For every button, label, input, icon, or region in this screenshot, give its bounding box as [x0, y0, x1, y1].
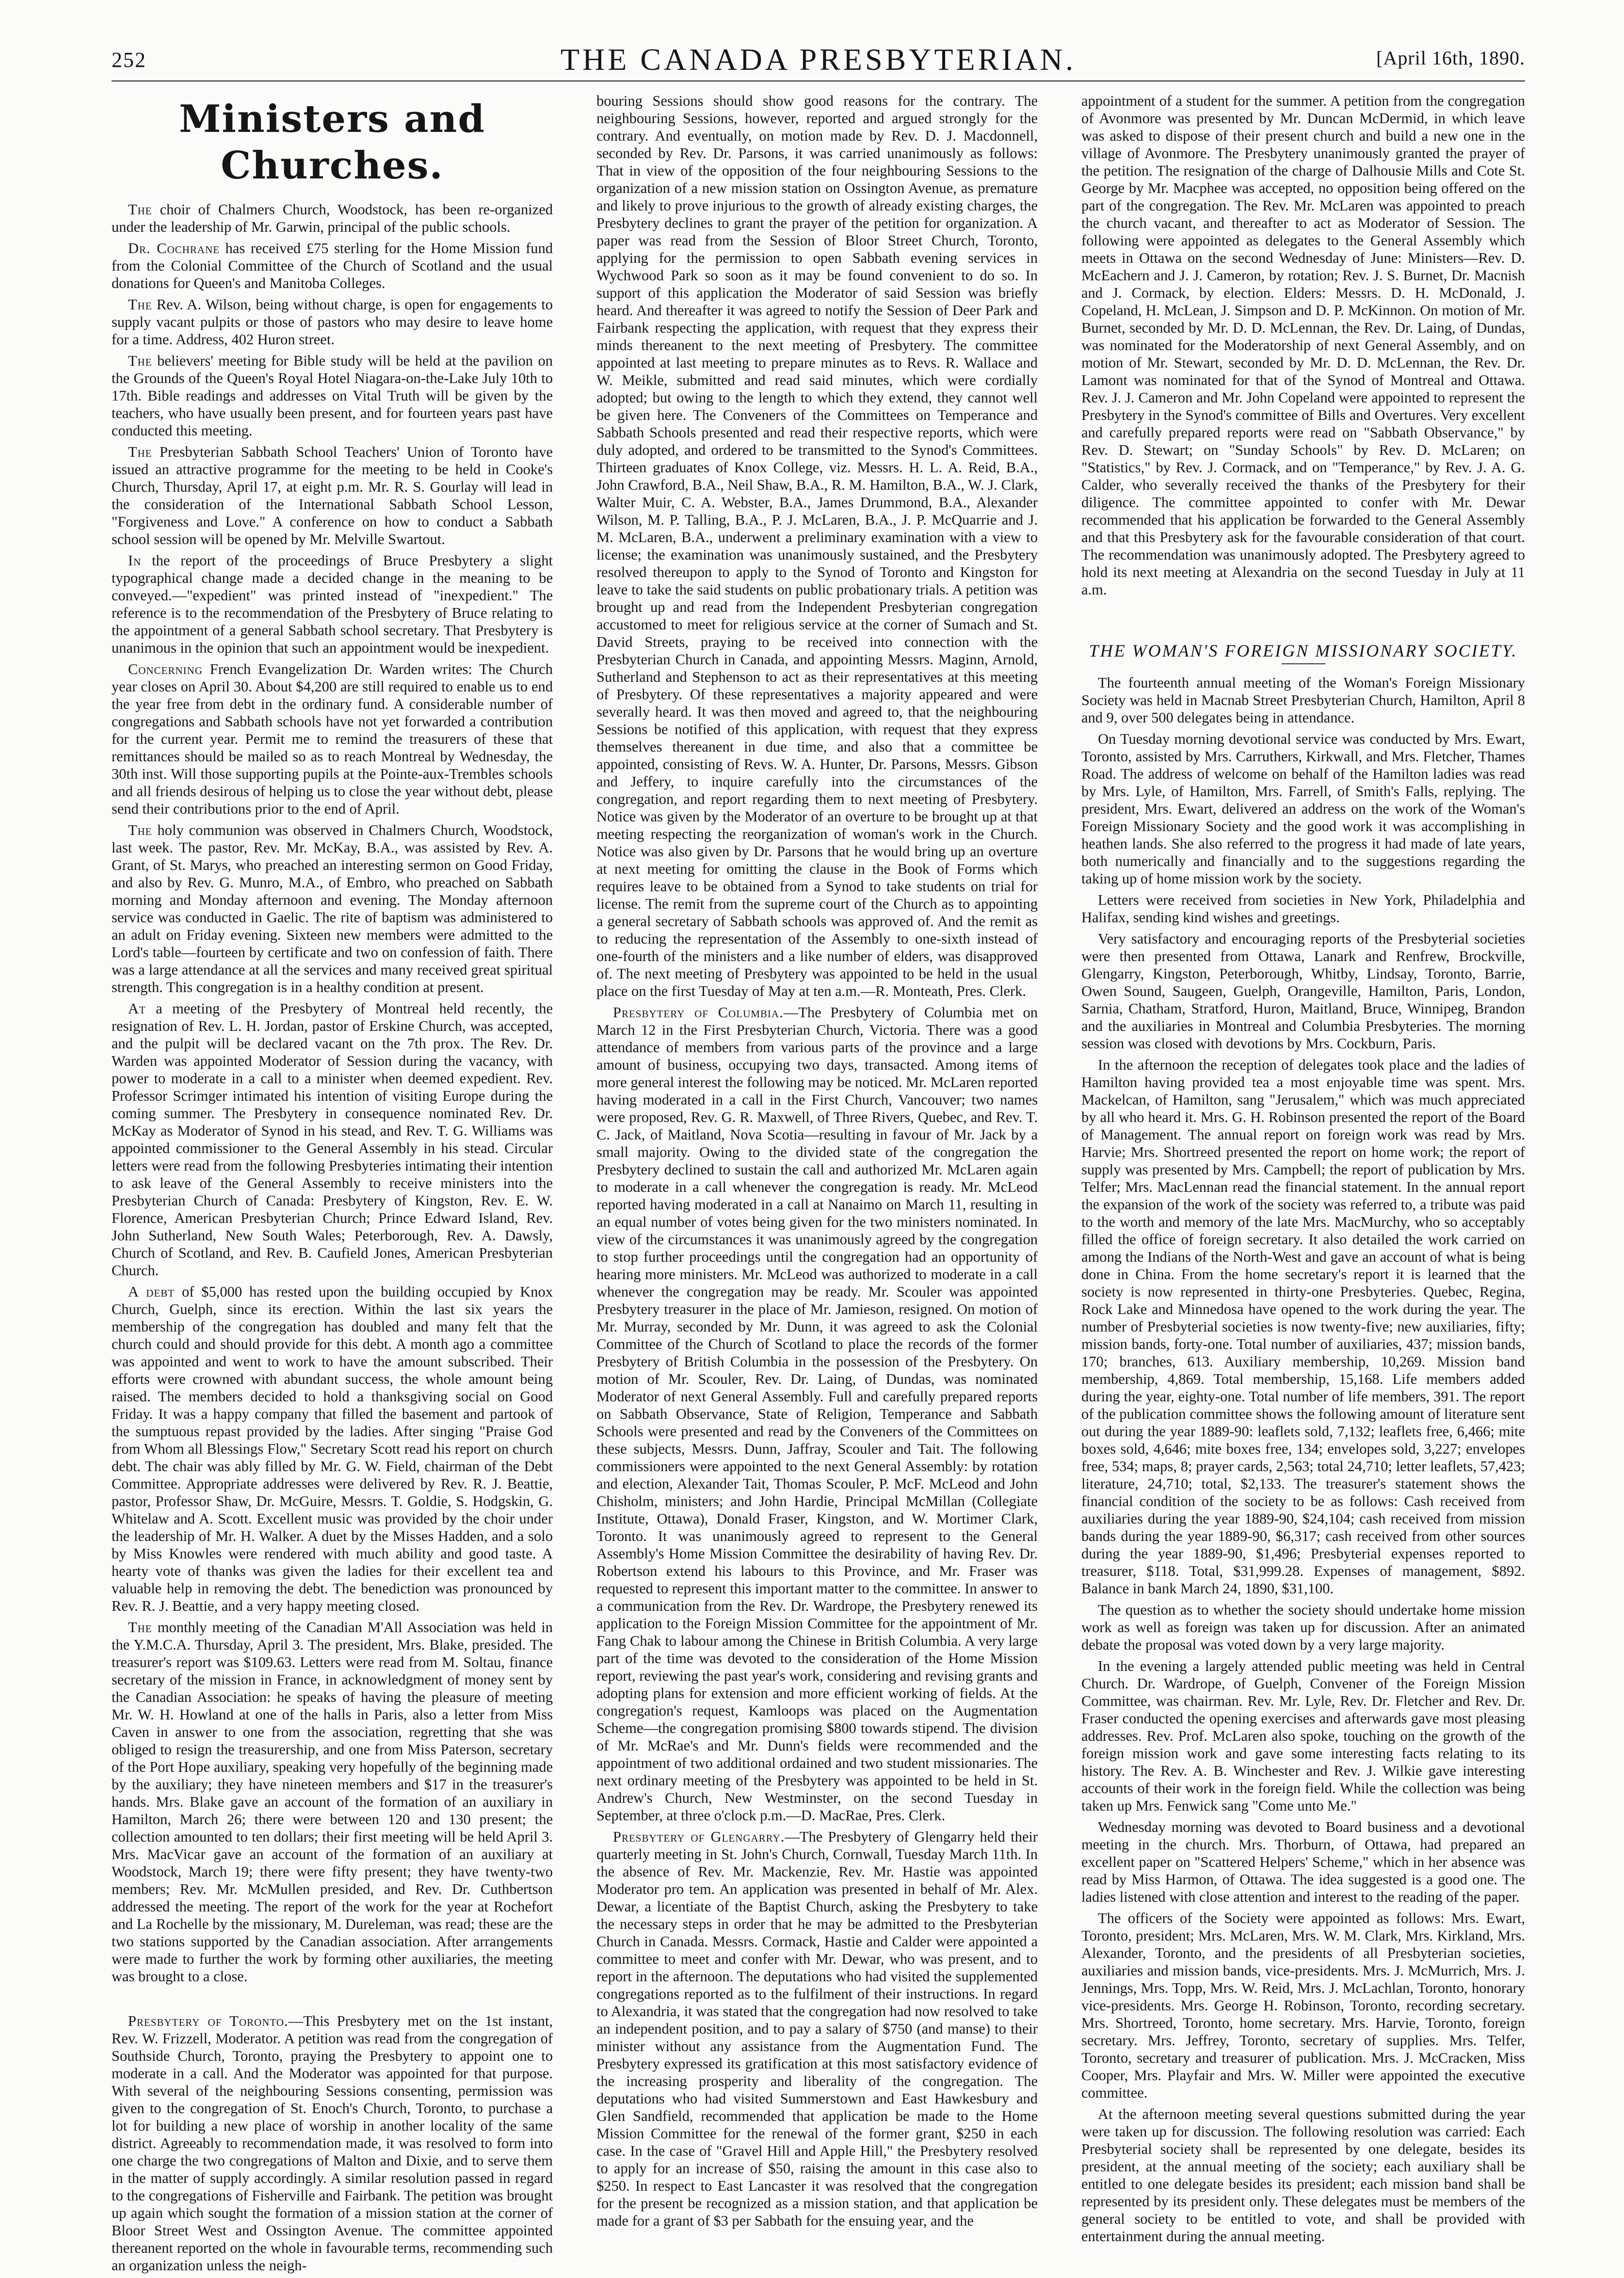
page-number: 252 — [112, 48, 146, 72]
item-text: Wednesday morning was devoted to Board business and a devotional meeting in the church. Mrs. Thorburn, of Ottawa, had prepared an excellent paper on "Scattered Helpers' Scheme," which in her absence was read by Miss Harmon, of Ottawa. The idea suggested is a good one. The ladies listened with close attention and interest to the reading of the paper. — [1081, 1819, 1525, 1905]
masthead: THE CANADA PRESBYTERIAN. — [560, 42, 1077, 77]
section-title: Ministers and Churches. — [179, 97, 485, 188]
item-lead: The — [128, 353, 152, 369]
news-item — [1081, 674, 1525, 726]
spacer — [112, 1989, 553, 2012]
news-item — [112, 296, 553, 348]
item-text: appointment of a student for the summer. A petition from the congregation of Avonmore was presented by Mr. Duncan McDermid, in which leave was asked to dispose of their present church and build a new one in the village of Avonmore. The Presbytery unanimously granted the prayer of the petition. The resignation of the charge of Dalhousie Mills and Cote St. George by Mr. Macphee was accepted, no opposition being offered on the part of the congregation. The Rev. Mr. McLaren was appointed to preach the church vacant, and thereafter to act as Moderator of Session. The following were appointed as delegates to the General Assembly which meets in Ottawa on the second Wednesday of June: Ministers—Rev. D. McEachern and J. J. Cameron, by rotation; Rev. J. S. Burnet, Dr. Macnish and J. Cormack, by election. Elders: Messrs. D. H. McDonald, J. Copeland, H. McLean, J. Simpson and D. P. McKinnon. On motion of Mr. Burnet, seconded by Mr. D. D. McLennan, the Rev. Dr. Laing, of Dundas, was nominated for the Moderatorship of next General Assembly, and on motion of Mr. Stewart, seconded by Mr. D. D. McLennan, the Rev. Dr. Lamont was nominated for that of the Synod of Montreal and Ottawa. Rev. J. J. Cameron and Mr. John Copeland were appointed to represent the Presbytery in the Synod's committee of Bills and Overtures. Very excellent and carefully prepared reports were read on "Sabbath Observance," by Rev. D. Stewart; on "Sunday Schools" by Rev. D. McLaren; on "Statistics," by Rev. J. Cormack, and on "Temperance," by Rev. J. A. G. Calder, who severally received the thanks of the Presbytery for their diligence. The committee appointed to confer with Mr. Dewar recommended that his application be forwarded to the General Assembly and that this Presbytery ask for the favourable consideration of that court. The recommendation was unanimously adopted. The Presbytery agreed to hold its next meeting at Alexandria on the second Tuesday in July at 11 a.m. — [1081, 93, 1525, 598]
item-text: French Evangelization Dr. Warden writes: The Church year closes on April 30. About $4,200 are still required to enable us to end the year free from debt in the ordinary fund. A considerable number of congregations and Sabbath schools have not yet forwarded a contribution for the current year. Permit me to remind the treasurers of these that remittances should be mailed so as to reach Montreal by Wednesday, the 30th inst. Will those supporting pupils at the Pointe-aux-Trembles schools and all friends desirous of helping us to close the year without debt, please send their contributions prior to the end of April. — [112, 661, 553, 817]
item-text: holy communion was observed in Chalmers Church, Woodstock, last week. The pastor, Rev. Mr. McKay, B.A., was assisted by Rev. A. Grant, of St. Marys, who preached an interesting sermon on Good Friday, and also by Rev. G. Munro, M.A., of Embro, who preached on Sabbath morning and Monday afternoon and evening. The Monday afternoon service was conducted in Gaelic. The rite of baptism was administered to an adult on Friday evening. Sixteen new members were admitted to the Lord's table—fourteen by certificate and two on confession of faith. There was a large attendance at all the services and many received great spiritual strength. This congregation is in a healthy condition at present. — [112, 822, 553, 995]
news-item — [112, 1000, 553, 1279]
item-lead: The — [128, 444, 152, 460]
item-lead: In — [128, 552, 142, 569]
column-2 — [596, 92, 1038, 2233]
item-text: The question as to whether the society should undertake home mission work as well as foreign was taken up for discussion. After an animated debate the proposal was voted down by a very large majority. — [1081, 1602, 1525, 1653]
item-text: of $5,000 has rested upon the building occupied by Knox Church, Guelph, since its erection. Within the last six years the membership of the congregation has doubled and many felt that the church could and should provide for this debt. A month ago a committee was appointed and went to work to have the amount subscribed. Their efforts were crowned with abundant success, the whole amount being raised. The members decided to hold a thanksgiving social on Good Friday. It was a happy company that filled the basement and partook of the sumptuous repast provided by the ladies. After singing "Praise God from Whom all Blessings Flow," Secretary Scott read his report on church debt. The chair was ably filled by Mr. G. W. Field, chairman of the Debt Committee. Appropriate addresses were delivered by Rev. R. J. Beattie, pastor, Professor Shaw, Dr. McGuire, Messrs. T. Goldie, S. Hodgskin, G. Whitelaw and A. Scott. Excellent music was provided by the choir under the leadership of Mr. H. Walker. A duet by the Misses Hadden, and a solo by Miss Knowles were rendered with much ability and good taste. A hearty vote of thanks was given the ladies for their excellent tea and valuable help in removing the debt. The benediction was pronounced by Rev. R. J. Beattie, and a very happy meeting closed. — [112, 1283, 553, 1614]
news-item — [112, 552, 553, 657]
item-text: bouring Sessions should show good reasons for the contrary. The neighbouring Sessions, however, reported and argued strongly for the contrary. And eventually, on motion made by Rev. D. J. Macdonnell, seconded by Rev. Dr. Parsons, it was carried unanimously as follows: That in view of the opposition of the four neighbouring Sessions to the organization of a new mission station on Ossington Avenue, as premature and likely to prove injurious to the growth of already existing charges, the Presbytery declines to grant the prayer of the petition for organization. A paper was read from the Session of Bloor Street Church, Toronto, applying for the permission to open Sabbath evening services in Wychwood Park so soon as it may be found convenient to do so. In support of this application the Moderator of said Session was briefly heard. And thereafter it was agreed to notify the Session of Deer Park and Fairbank respecting the application, with request that they express their minds thereanent to the next meeting of Presbytery. The committee appointed at last meeting to prepare minutes as to Revs. R. Wallace and W. Meikle, submitted and read said minutes, which were cordially adopted; but owing to the length to which they extend, they cannot well be given here. The Conveners of the Committees on Temperance and Sabbath Schools presented and read their respective reports, which were duly adopted, and ordered to be transmitted to the Synod's Committees. Thirteen graduates of Knox College, viz. Messrs. H. L. A. Reid, B.A., John Crawford, B.A., Neil Shaw, B.A., R. M. Hamilton, B.A., W. J. Clark, Walter Muir, C. A. Webster, B.A., James Drummond, B.A., Alexander Wilson, M. P. Talling, B.A., P. J. McLaren, B.A., J. P. McQuarrie and J. M. McLaren, B.A., underwent a preliminary examination with a view to license; the examination was unanimously sustained, and the Presbytery resolved thereupon to apply to the Synod of Toronto and Kingston for leave to take the said students on public probationary trials. A petition was brought up and read from the Independent Presbyterian congregation accustomed to meet for religious service at the corner of Sumach and St. David Streets, praying to be received into connection with the Presbyterian Church in Canada, and appointing Messrs. Maginn, Arnold, Sutherland and Stephenson to act as their representatives at this meeting of Presbytery. Of these representatives a majority appeared and were severally heard. It was then moved and agreed to, that the neighbouring Sessions be notified of this application, with request that they express themselves thereanent in due time, and also that a committee be appointed, consisting of Revs. W. A. Hunter, Dr. Parsons, Messrs. Gibson and Jeffery, to inquire carefully into the circumstances of the congregation, and report regarding them to next meeting of Presbytery. Notice was given by the Moderator of an overture to be brought up at that meeting respecting the reorganization of woman's work in the Church. Notice was also given by Dr. Parsons that he would bring up an overture at next meeting for omitting the clause in the Book of Forms which requires leave to be obtained from a Synod to take students on trial for license. The remit from the supreme court of the Church as to appointing a general secretary of Sabbath schools was approved of. And the remit as to reducing the representation of the Assembly to one-sixth instead of one-fourth of the ministers and a like number of elders, was disapproved of. The next meeting of Presbytery was appointed to be held in the usual place on the first Tuesday of May at ten a.m.—R. Monteath, Pres. Clerk. — [596, 93, 1038, 999]
news-item — [596, 1828, 1038, 2230]
page-header — [112, 34, 1525, 75]
news-item — [112, 240, 553, 292]
item-lead: Dr. Cochrane — [128, 240, 220, 257]
news-item — [112, 201, 553, 236]
news-item — [1081, 2105, 1525, 2245]
column-3 — [1081, 92, 1525, 2249]
news-item — [1081, 1909, 1525, 2102]
item-text: monthly meeting of the Canadian M'All Association was held in the Y.M.C.A. Thursday, April 3. The president, Mrs. Blake, presided. The treasurer's report was $109.63. Letters were read from M. Soltau, finance secretary of the mission in France, in acknowledgment of money sent by the Canadian Association: he speaks of having the pleasure of meeting Mr. W. H. Howland at one of the halls in Paris, also a letter from Miss Caven in answer to one from the association, regretting that she was obliged to resign the treasurership, and one from Miss Paterson, secretary of the Port Hope auxiliary, speaking very hopefully of the beginning made by the auxiliary; they have nineteen members and $17 in the treasurer's hands. Mrs. Blake gave an account of the formation of an auxiliary in Hamilton, March 26; there were between 120 and 130 present; the collection amounted to ten dollars; their first meeting will be held April 3. Mrs. MacVicar gave an account of the formation of an auxiliary at Woodstock, March 19; there were fifty present; they have twenty-two members; Rev. Mr. McMullen presided, and Rev. Dr. Cuthbertson addressed the meeting. The report of the work for the year at Rochefort and La Rochelle by the missionary, M. Dureleman, was read; these are the two stations supported by the Canadian association. After arrangements were made to further the work by forming other auxiliaries, the meeting was brought to a close. — [112, 1619, 553, 1985]
news-item — [1081, 891, 1525, 926]
item-text: —This Presbytery met on the 1st instant, Rev. W. Frizzell, Moderator. A petition was read from the congregation of Southside Church, Toronto, praying the Presbytery to appoint one to moderate in a call. And the Moderator was appointed for that purpose. With several of the neighbouring Sessions consenting, permission was given to the congregation of St. Enoch's Church, Toronto, to purchase a lot for building a new place of worship in another locality of the same district. Agreeably to recommendation made, it was resolved to form into one charge the two congregations of Malton and Dixie, and to serve them in the matter of supply accordingly. A similar resolution passed in regard to the congregations of Fisherville and Fairbank. The petition was brought up again which sought the formation of a mission station at the corner of Bloor Street West and Ossington Avenue. The committee appointed thereanent reported on the whole in favourable terms, recommending such an organization unless the neigh- — [112, 2013, 553, 2274]
news-item — [1081, 930, 1525, 1052]
item-text: The officers of the Society were appointed as follows: Mrs. Ewart, Toronto, president; Mrs. McLaren, Mrs. W. M. Clark, Mrs. Kirkland, Mrs. Alexander, Toronto, and the presidents of all Presbyterian societies, auxiliaries and mission bands, vice-presidents. Mrs. J. McMurrich, Mrs. J. Jennings, Mrs. Topp, Mrs. W. Reid, Mrs. J. McLachlan, Toronto, honorary vice-presidents. Mrs. George H. Robinson, Toronto, recording secretary. Mrs. Shortreed, Toronto, home secretary. Mrs. Harvie, Toronto, foreign secretary. Mrs. Jeffrey, Toronto, secretary of supplies. Mrs. Telfer, Toronto, secretary and treasurer of publication. Mrs. J. McCracken, Miss Cooper, Mrs. Playfair and Mrs. W. Miller were appointed the executive committee. — [1081, 1910, 1525, 2101]
item-lead: The — [128, 201, 152, 218]
item-lead: Presbytery of Toronto. — [128, 2013, 289, 2029]
item-lead: The — [128, 296, 152, 313]
issue-date: [April 16th, 1890. — [1376, 47, 1525, 69]
news-item — [596, 92, 1038, 1000]
news-item — [1081, 1056, 1525, 1597]
news-item — [112, 821, 553, 996]
item-lead: A debt — [128, 1283, 175, 1300]
item-lead: Concerning — [128, 661, 203, 677]
item-text: the report of the proceedings of Bruce Presbytery a slight typographical change made a decided change in the meaning to be conveyed.—"expedient" was printed instead of "inexpedient." The reference is to the recommendation of the Presbytery of Bruce relating to the appointment of a general Sabbath school secretary. That Presbytery is unanimous in the opinion that such an appointment would be inexpedient. — [112, 552, 553, 656]
item-text: Very satisfactory and encouraging reports of the Presbyterial societies were then presented from Ottawa, Lanark and Renfrew, Brockville, Glengarry, Kingston, Peterborough, Whitby, Lindsay, Toronto, Barrie, Owen Sound, Saugeen, Guelph, Orangeville, Hamilton, Paris, London, Sarnia, Chatham, Stratford, Huron, Maitland, Bruce, Winnipeg, Brandon and the auxiliaries in Montreal and Columbia Presbyteries. The morning session was closed with devotions by Mrs. Cockburn, Paris. — [1081, 930, 1525, 1052]
item-text: On Tuesday morning devotional service was conducted by Mrs. Ewart, Toronto, assisted by Mrs. Carruthers, Kirkwall, and Mrs. Fletcher, Thames Road. The address of welcome on behalf of the Hamilton ladies was read by Mrs. Lyle, of Hamilton, Mrs. Farrell, of Smith's Falls, replying. The president, Mrs. Ewart, delivered an address on the work of the Woman's Foreign Missionary Society and the good work it was accomplishing in heathen lands. She also referred to the progress it had made of late years, both numerically and financially and to the suggestions regarding the taking up of home mission work by the society. — [1081, 731, 1525, 887]
item-text: —The Presbytery of Columbia met on March 12 in the First Presbyterian Church, Victoria. There was a good attendance of members from various parts of the province and a large amount of business, occupying two days, transacted. Among items of more general interest the following may be noticed. Mr. McLaren reported having moderated in a call in the First Church, Vancouver; two names were proposed, Rev. G. R. Maxwell, of Three Rivers, Quebec, and Rev. T. C. Jack, of Maitland, Nova Scotia—resulting in favour of Mr. Jack by a small majority. Owing to the divided state of the congregation the Presbytery declined to sustain the call and authorized Mr. McLaren again to moderate in a call whenever the congregation is ready. Mr. McLeod reported having moderated in a call at Nanaimo on March 11, resulting in an equal number of votes being given for the two ministers nominated. In view of the circumstances it was unanimously agreed by the congregation to stop further proceedings until the congregation had an opportunity of hearing more ministers. Mr. McLeod was authorized to moderate in a call whenever the congregation may be ready. Mr. Scouler was appointed Presbytery treasurer in the place of Mr. Jamieson, resigned. On motion of Mr. Murray, seconded by Mr. Dunn, it was agreed to ask the Colonial Committee of the Church of Scotland to place the records of the former Presbytery of British Columbia in the possession of the Presbytery. On motion of Mr. Scouler, Rev. Dr. Laing, of Dundas, was nominated Moderator of next General Assembly. Full and carefully prepared reports on Sabbath Observance, State of Religion, Temperance and Sabbath Schools were presented and read by the Conveners of the Committees on these subjects, Messrs. Dunn, Jaffray, Scouler and Tait. The following commissioners were appointed to the next General Assembly: by rotation and election, Alexander Tait, Thomas Scouler, P. McF. McLeod and John Chisholm, ministers; and John Hardie, Principal McMillan (Collegiate Institute, Ottawa), Donald Fraser, Kingston, and W. Mortimer Clark, Toronto. It was unanimously agreed to represent to the General Assembly's Home Mission Committee the desirability of having Rev. Dr. Robertson extend his labours to this Province, and Mr. Fraser was requested to represent this important matter to the committee. In answer to a communication from the Rev. Dr. Wardrope, the Presbytery renewed its application to the Foreign Mission Committee for the appointment of Mr. Fang Chak to labour among the Chinese in British Columbia. A very large part of the time was devoted to the consideration of the Home Mission report, reviewing the past year's work, considering and revising grants and adopting plans for extension and more efficient working of fields. At the congregation's request, Kamloops was placed on the Augmentation Scheme—the congregation promising $800 towards stipend. The division of Mr. McRae's and Mr. Dunn's fields were recommended and the appointment of two additional ordained and two student missionaries. The next ordinary meeting of the Presbytery was appointed to be held in St. Andrew's Church, New Westminster, on the second Tuesday in September, at three o'clock p.m.—D. MacRae, Pres. Clerk. — [596, 1004, 1038, 1824]
wfms-heading: THE WOMAN'S FOREIGN MISSIONARY SOCIETY. — [1089, 641, 1518, 660]
item-lead: The — [128, 1619, 152, 1636]
item-text: Rev. A. Wilson, being without charge, is open for engagements to supply vacant pulpits or those of pastors who may desire to leave home for a time. Address, 402 Huron street. — [112, 296, 553, 348]
item-text: believers' meeting for Bible study will be held at the pavilion on the Grounds of the Queen's Royal Hotel Niagara-on-the-Lake July 10th to 17th. Bible readings and addresses on Vital Truth will be given by the teachers, who have usually been present, and for fourteen years past have conducted this meeting. — [112, 353, 553, 439]
news-item — [1081, 1818, 1525, 1906]
news-item — [1081, 1601, 1525, 1653]
item-text: Letters were received from societies in New York, Philadelphia and Halifax, sending kind wishes and greetings. — [1081, 892, 1525, 926]
item-text: In the afternoon the reception of delegates took place and the ladies of Hamilton having provided tea a most enjoyable time was spent. Mrs. Mackelcan, of Hamilton, sang "Jerusalem," which was much appreciated by all who heard it. Mrs. G. H. Robinson presented the report of the Board of Management. The annual report on foreign work was read by Mrs. Harvie; Mrs. Shortreed presented the report on home work; the report of supply was presented by Mrs. Campbell; the report of publication by Mrs. Telfer; Mrs. MacLennan read the financial statement. In the annual report the expansion of the work of the society was referred to, a tribute was paid to the worth and memory of the late Mrs. MacMurchy, who so acceptably filled the office of foreign secretary. It also detailed the work carried on among the Indians of the North-West and gave an account of what is being done in China. From the home secretary's report it is learned that the society is now represented in thirty-one Presbyteries. Quebec, Regina, Rock Lake and Minnedosa have opened to the work during the year. The number of Presbyterial societies is now twenty-five; new auxiliaries, fifty; mission bands, forty-one. Total number of auxiliaries, 437; mission bands, 170; branches, 613. Auxiliary membership, 10,269. Mission band membership, 4,869. Total membership, 15,168. Life members added during the year, eighty-one. Total number of life members, 391. The report of the publication committee shows the following amount of literature sent out during the year 1889-90: leaflets sold, 7,132; leaflets free, 6,466; mite boxes sold, 4,646; mite boxes free, 134; envelopes sold, 3,227; envelopes free, 534; maps, 8; prayer cards, 2,563; total 24,710; letter leaflets, 57,423; literature, 24,710; total, $2,133. The treasurer's statement shows the financial condition of the society to be as follows: Cash received from auxiliaries during the year 1889-90, $24,104; cash received from mission bands during the year 1889-90, $6,317; cash received from other sources during the year 1889-90, $1,496; Presbyterial expenses reported to treasurer, $118. Total, $31,999.28. Expenses of management, $892. Balance in bank March 24, 1890, $31,100. — [1081, 1057, 1525, 1597]
news-item — [112, 1283, 553, 1615]
item-lead: The — [128, 822, 152, 838]
item-text: has received £75 sterling for the Home Mission fund from the Colonial Committee of the Church of Scotland and the usual donations for Queen's and Manitoba Colleges. — [112, 240, 553, 291]
news-item — [596, 1004, 1038, 1824]
item-text: —The Presbytery of Glengarry held their quarterly meeting in St. John's Church, Cornwall, Tuesday March 11th. In the absence of Rev. Mr. Mackenzie, Rev. Mr. Hastie was appointed Moderator pro tem. An application was presented in behalf of Mr. Alex. Dewar, a licentiate of the Baptist Church, asking the Presbytery to take the necessary steps in order that he may be admitted to the Presbyterian Church in Canada. Messrs. Cormack, Hastie and Calder were appointed a committee to meet and confer with Mr. Dewar, who was present, and to report in the afternoon. The deputations who had visited the supplemented congregations reported as to the fulfilment of their instructions. In regard to Alexandria, it was stated that the congregation had now resolved to take an independent position, and to pay a salary of $750 (and manse) to their minister without any assistance from the Augmentation Fund. The Presbytery expressed its gratification at this most satisfactory evidence of the increasing prosperity and liberality of the congregation. The deputations who had visited Summerstown and East Hawkesbury and Glen Sandfield, recommended that application be made to the Home Mission Committee for the renewal of the former grant, $250 in each case. In the case of "Gravel Hill and Apple Hill," the Presbytery resolved to apply for an increase of $50, raising the amount in this case also to $250. In respect to East Lancaster it was resolved that the congregation for the present be recognized as a mission station, and that application be made for a grant of $3 per Sabbath for the ensuing year, and the — [596, 1829, 1038, 2229]
item-text: a meeting of the Presbytery of Montreal held recently, the resignation of Rev. L. H. Jordan, pastor of Erskine Church, was accepted, and the pulpit will be declared vacant on the 7th prox. The Rev. Dr. Warden was appointed Moderator of Session during the vacancy, with power to moderate in a call to a minister when deemed expedient. Rev. Professor Scrimger intimated his intention of visiting Europe during the coming summer. The Presbytery in consequence nominated Rev. Dr. McKay as Moderator of Synod in his stead, and Rev. T. G. Williams was appointed commissioner to the General Assembly in his stead. Circular letters were read from the following Presbyteries intimating their intention to ask leave of the General Assembly to receive ministers into the Presbyterian Church of Canada: Presbytery of Kingston, Rev. E. W. Florence, American Presbyterian Church; Prince Edward Island, Rev. John Sutherland, New South Wales; Peterborough, Rev. A. Dawsly, Church of Scotland, and Rev. B. Caufield Jones, American Presbyterian Church. — [112, 1000, 553, 1279]
news-item — [112, 443, 553, 548]
news-item — [1081, 1657, 1525, 1814]
news-item — [112, 1619, 553, 1985]
item-text: In the evening a largely attended public meeting was held in Central Church. Dr. Wardrope, of Guelph, Convener of the Foreign Mission Committee, was chairman. Rev. Mr. Lyle, Rev. Dr. Fletcher and Rev. Dr. Fraser conducted the opening exercises and afterwards gave most pleasing addresses. Rev. Prof. McLaren also spoke, touching on the growth of the foreign mission work and gave some interesting facts relating to its history. The Rev. A. B. Winchester and Rev. J. Wilkie gave interesting accounts of their work in the foreign field. While the collection was being taken up Mrs. Fenwick sang "Come unto Me." — [1081, 1658, 1525, 1814]
news-item — [112, 660, 553, 818]
news-item — [112, 352, 553, 439]
news-item — [112, 2012, 553, 2274]
item-text: choir of Chalmers Church, Woodstock, has been re-organized under the leadership of Mr. Garwin, principal of the public schools. — [112, 201, 553, 235]
item-lead: Presbytery of Glengarry. — [613, 1829, 785, 1845]
item-text: At the afternoon meeting several questions submitted during the year were taken up for discussion. The following resolution was carried: Each Presbyterial society shall be represented by one delegate, besides its president, at the annual meeting of the society; each auxiliary shall be entitled to one delegate besides its president; each mission band shall be represented by its president only. These delegates must be members of the general society to be entitled to vote, and shall be provided with entertainment during the annual meeting. — [1081, 2106, 1525, 2245]
column-1 — [112, 92, 553, 2278]
item-lead: At — [128, 1000, 146, 1017]
header-rule — [112, 80, 1525, 81]
news-item — [1081, 730, 1525, 887]
news-item — [1081, 92, 1525, 598]
item-text: Presbyterian Sabbath School Teachers' Union of Toronto have issued an attractive programme for the meeting to be held in Cooke's Church, Thursday, April 17, at eight p.m. Mr. R. S. Gourlay will lead in the consideration of the International Sabbath School Lesson, "Forgiveness and Love." A conference on how to conduct a Sabbath school session will be opened by Mr. Melville Swartout. — [112, 444, 553, 547]
heading-rule — [1282, 663, 1325, 664]
item-lead: Presbytery of Columbia. — [613, 1004, 784, 1021]
item-text: The fourteenth annual meeting of the Woman's Foreign Missionary Society was held in Macnab Street Presbyterian Church, Hamilton, April 8 and 9, over 500 delegates being in attendance. — [1081, 674, 1525, 726]
